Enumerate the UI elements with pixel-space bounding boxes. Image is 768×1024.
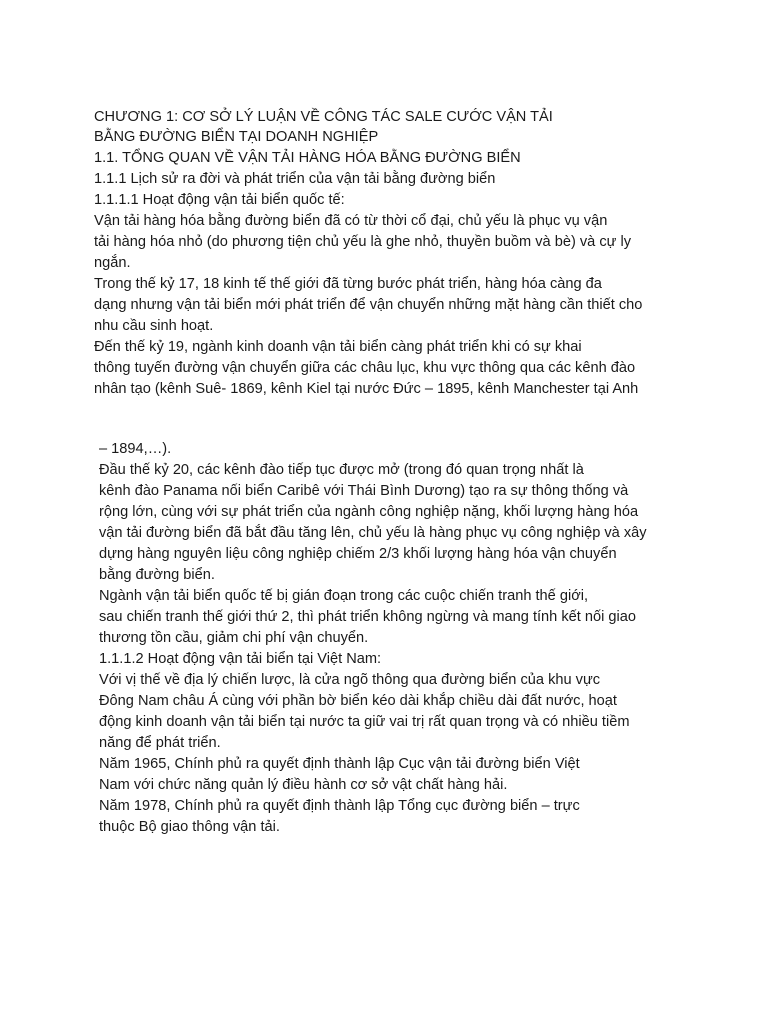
paragraph-line: Với vị thế về địa lý chiến lược, là cửa ngõ thông qua đường biển của khu vực bbox=[99, 671, 601, 688]
paragraph-line: – 1894,…). bbox=[99, 440, 172, 457]
paragraph-line: thuộc Bộ giao thông vận tải. bbox=[99, 818, 280, 835]
chapter-title-line-2: BẰNG ĐƯỜNG BIỂN TẠI DOANH NGHIỆP bbox=[94, 128, 379, 145]
paragraph-line: Trong thế kỷ 17, 18 kinh tế thế giới đã từng bước phát triển, hàng hóa càng đa bbox=[94, 275, 602, 292]
section-heading-1-1-1-1: 1.1.1.1 Hoạt động vận tải biển quốc tế: bbox=[94, 191, 345, 208]
paragraph-line: rộng lớn, cùng với sự phát triển của ngành công nghiệp nặng, khối lượng hàng hóa bbox=[99, 503, 639, 520]
paragraph-line: sau chiến tranh thế giới thứ 2, thì phát triển không ngừng và mang tính kết nối giao bbox=[99, 608, 636, 625]
paragraph-line: Ngành vận tải biển quốc tế bị gián đoạn trong các cuộc chiến tranh thế giới, bbox=[99, 587, 589, 604]
paragraph-line: năng để phát triển. bbox=[99, 734, 221, 751]
paragraph-line: kênh đào Panama nối biển Caribê với Thái Bình Dương) tạo ra sự thông thống và bbox=[99, 482, 629, 499]
paragraph-line: thông tuyến đường vận chuyển giữa các châu lục, khu vực thông qua các kênh đào bbox=[94, 359, 636, 376]
paragraph-line: Nam với chức năng quản lý điều hành cơ sở vật chất hàng hải. bbox=[99, 776, 508, 793]
paragraph-line: dựng hàng nguyên liệu công nghiệp chiếm 2/3 khối lượng hàng hóa vận chuyển bbox=[99, 545, 617, 562]
section-heading-1-1-1-2: 1.1.1.2 Hoạt động vận tải biển tại Việt Nam: bbox=[99, 650, 382, 667]
paragraph-line: Năm 1965, Chính phủ ra quyết định thành lập Cục vận tải đường biển Việt bbox=[99, 755, 580, 772]
paragraph-line: động kinh doanh vận tải biển tại nước ta giữ vai trị rất quan trọng và có nhiều tiềm bbox=[99, 713, 630, 730]
paragraph-line: vận tải đường biển đã bắt đầu tăng lên, chủ yếu là hàng phục vụ công nghiệp và xây bbox=[99, 524, 647, 541]
paragraph-line: nhu cầu sinh hoạt. bbox=[94, 317, 214, 334]
chapter-title-line-1: CHƯƠNG 1: CƠ SỞ LÝ LUẬN VỀ CÔNG TÁC SALE CƯỚC VẬN TẢI bbox=[94, 108, 553, 125]
paragraph-line: Năm 1978, Chính phủ ra quyết định thành lập Tổng cục đường biển – trực bbox=[99, 797, 580, 814]
paragraph-line: dạng nhưng vận tải biển mới phát triển để vận chuyển những mặt hàng cần thiết cho bbox=[94, 296, 643, 313]
paragraph-line: ngắn. bbox=[94, 254, 131, 271]
paragraph-line: nhân tạo (kênh Suê- 1869, kênh Kiel tại nước Đức – 1895, kênh Manchester tại Anh bbox=[94, 380, 639, 397]
section-heading-1-1: 1.1. TỔNG QUAN VỀ VẬN TẢI HÀNG HÓA BẰNG ĐƯỜNG BIỂN bbox=[94, 149, 521, 166]
paragraph-line: Đông Nam châu Á cùng với phần bờ biển kéo dài khắp chiều dài đất nước, hoạt bbox=[99, 692, 617, 709]
section-heading-1-1-1: 1.1.1 Lịch sử ra đời và phát triển của vận tải bằng đường biển bbox=[94, 170, 496, 187]
paragraph-line: tải hàng hóa nhỏ (do phương tiện chủ yếu là ghe nhỏ, thuyền buồm và bè) và cự ly bbox=[94, 233, 632, 250]
paragraph-line: Đầu thế kỷ 20, các kênh đào tiếp tục được mở (trong đó quan trọng nhất là bbox=[99, 461, 584, 478]
paragraph-line: Đến thế kỷ 19, ngành kinh doanh vận tải biển càng phát triển khi có sự khai bbox=[94, 338, 582, 355]
paragraph-line: Vận tải hàng hóa bằng đường biển đã có từ thời cổ đại, chủ yếu là phục vụ vận bbox=[94, 212, 608, 229]
paragraph-line: thương tồn cầu, giảm chi phí vận chuyển. bbox=[99, 629, 369, 646]
paragraph-line: bằng đường biển. bbox=[99, 566, 215, 583]
